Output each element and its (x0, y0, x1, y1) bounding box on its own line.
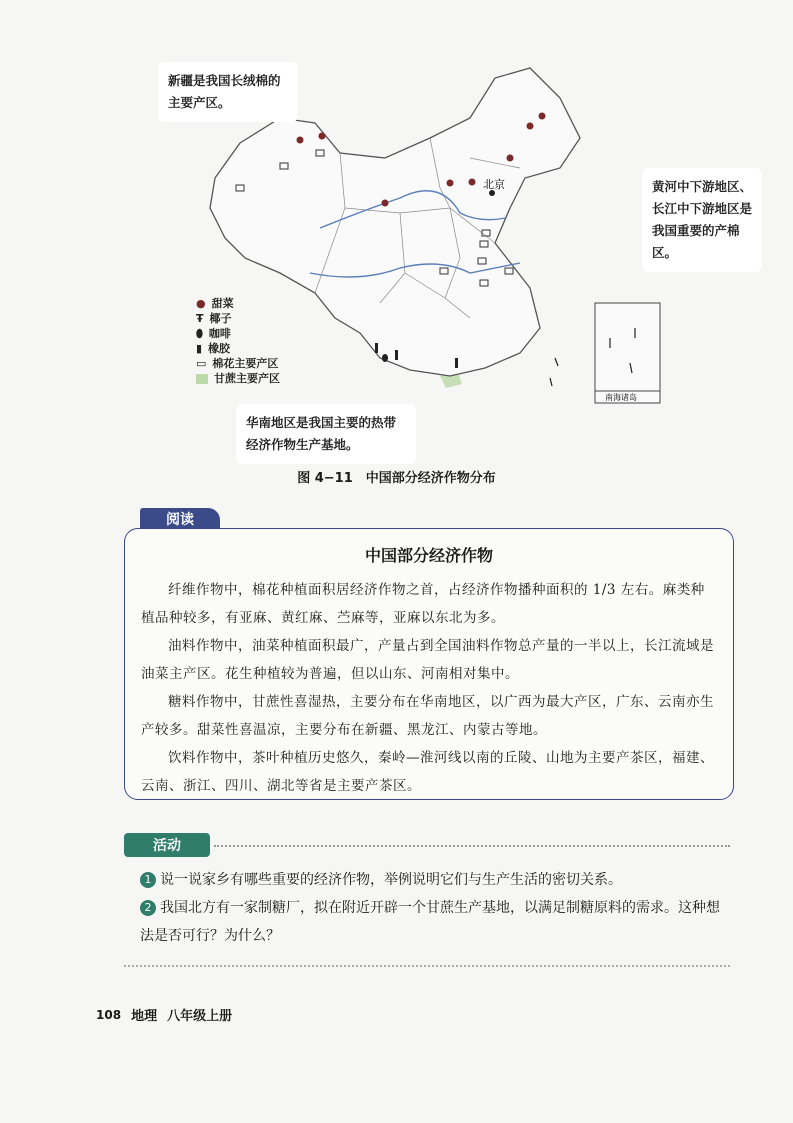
rubber-icon: ▮ (196, 342, 203, 355)
callout-south-china: 华南地区是我国主要的热带经济作物生产基地。 (236, 404, 416, 464)
grade-label: 八年级上册 (167, 1009, 233, 1024)
reading-paragraph: 糖料作物中，甘蔗性喜湿热，主要分布在华南地区，以广西为最大产区，广东、云南亦生产较多。甜菜性喜温凉，主要分布在新疆、黑龙江、内蒙古等地。 (141, 694, 714, 738)
legend-item-coffee: ⬮ 咖啡 (196, 327, 231, 340)
beet-icon: ● (196, 297, 206, 310)
coffee-bean-icon: ⬮ (196, 327, 203, 340)
sugarcane-swatch (196, 374, 208, 384)
cotton-icon: ▭ (196, 357, 207, 370)
legend-item-beet: ● 甜菜 (196, 297, 234, 310)
palm-icon: Ŧ (196, 312, 204, 325)
reading-paragraph: 饮料作物中，茶叶种植历史悠久，秦岭—淮河线以南的丘陵、山地为主要产茶区，福建、云南、浙江、四川、湖北等省是主要产茶区。 (141, 750, 714, 794)
activity-tag: 活动 (124, 833, 210, 857)
subject-label: 地理 (131, 1009, 158, 1024)
divider (214, 845, 730, 847)
reading-paragraph: 纤维作物中，棉花种植面积居经济作物之首，占经济作物播种面积的 1/3 左右。麻类种植品种较多，有亚麻、黄红麻、苎麻等，亚麻以东北为多。 (141, 582, 705, 626)
activity-item: 2 我国北方有一家制糖厂，拟在附近开辟一个甘蔗生产基地，以满足制糖原料的需求。这种想法是否可行？为什么？ (140, 900, 720, 944)
number-badge: 2 (140, 900, 156, 916)
divider (124, 965, 730, 967)
figure-caption: 图 4−11 中国部分经济作物分布 (297, 471, 496, 486)
callout-xinjiang: 新疆是我国长绒棉的主要产区。 (158, 62, 298, 122)
legend-item-sugarcane: 甘蔗主要产区 (196, 371, 280, 386)
reading-tag: 阅读 (140, 508, 220, 530)
number-badge: 1 (140, 872, 156, 888)
legend-item-rubber: ▮ 橡胶 (196, 342, 231, 355)
beijing-label: 北京 (483, 178, 505, 191)
reading-title: 中国部分经济作物 (364, 546, 493, 565)
legend-item-cotton: ▭ 棉花主要产区 (196, 357, 279, 370)
legend-item-coconut: Ŧ 椰子 (196, 312, 232, 325)
reading-paragraph: 油料作物中，油菜种植面积最广，产量占到全国油料作物总产量的一半以上，长江流域是油菜主产区。花生种植较为普遍，但以山东、河南相对集中。 (141, 638, 714, 682)
page-footer (96, 1005, 232, 1024)
activity-list (140, 866, 730, 950)
callout-yellow-yangtze: 黄河中下游地区、长江中下游地区是我国重要的产棉区。 (642, 168, 762, 272)
page-number: 108 (96, 1007, 122, 1022)
map-legend (196, 296, 280, 386)
reading-box (124, 528, 734, 800)
activity-item: 1 说一说家乡有哪些重要的经济作物，举例说明它们与生产生活的密切关系。 (140, 866, 730, 894)
inset-label: 南海诸岛 (605, 393, 637, 402)
